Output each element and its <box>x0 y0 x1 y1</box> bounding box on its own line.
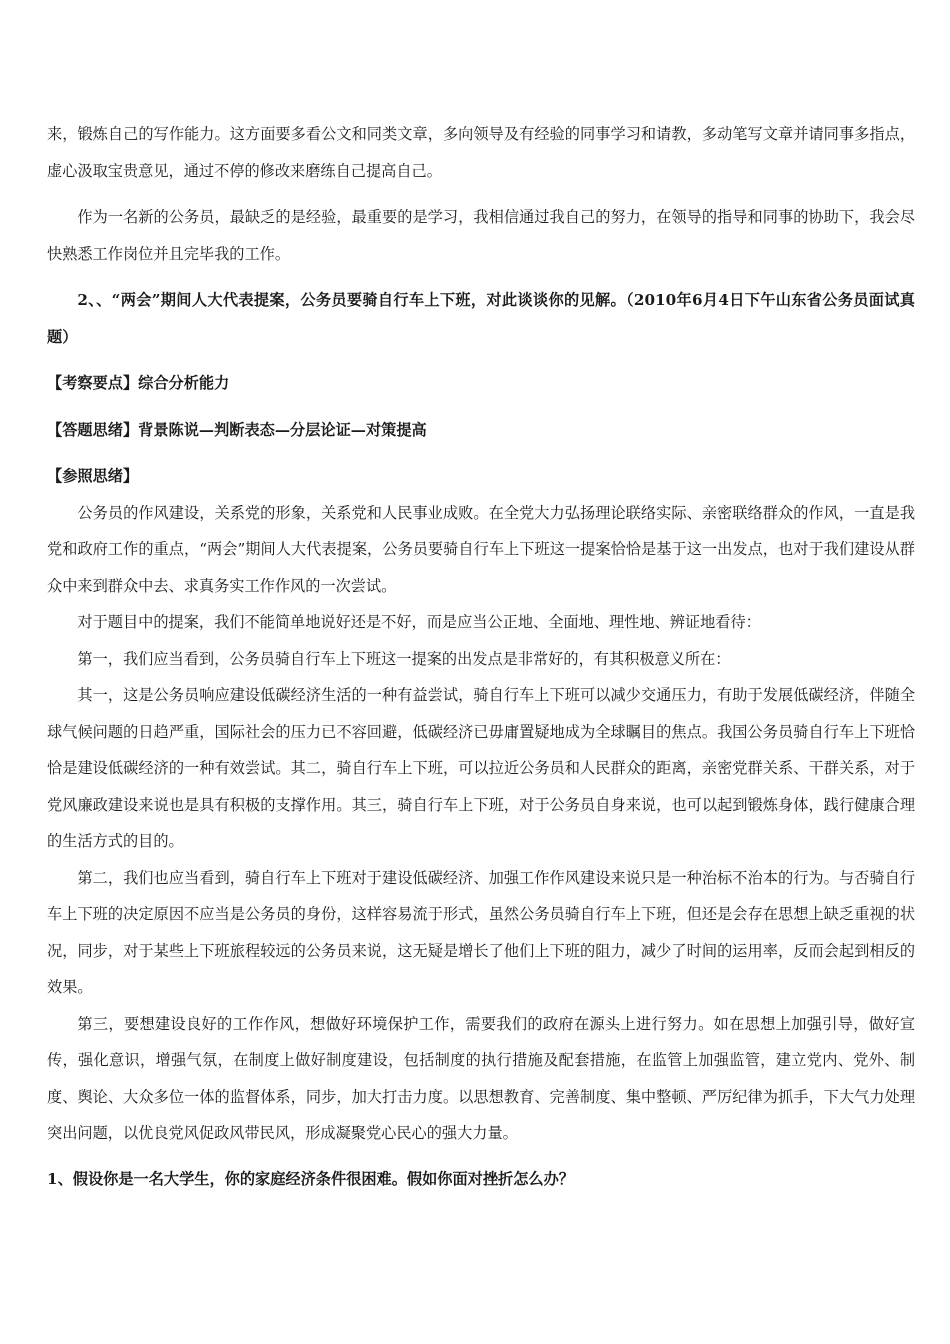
paragraph-new-civil-servant: 作为一名新的公务员，最缺乏的是经验，最重要的是学习，我相信通过我自己的努力，在领导的指导和同事的协助下，我会尽快熟悉工作岗位并且完毕我的工作。 <box>47 208 915 263</box>
question-2-heading: 2、、“两会”期间人大代表提案，公务员要骑自行车上下班，对此谈谈你的见解。（2010年6月4日下午山东省公务员面试真题） <box>47 291 915 346</box>
exam-point-label: 【考察要点】综合分析能力 <box>47 374 230 392</box>
answer-paragraph-2: 对于题目中的提案，我们不能简单地说好还是不好，而是应当公正地、全面地、理性地、辨证地看待： <box>77 613 761 631</box>
reference-thinking-label: 【参照思绪】 <box>47 467 139 485</box>
paragraph-writing-ability: 来，锻炼自己的写作能力。这方面要多看公文和同类文章，多向领导及有经验的同事学习和请教，多动笔写文章并请同事多指点，虚心汲取宝贵意见，通过不停的修改来磨练自己提高自己。 <box>47 125 915 180</box>
answer-paragraph-1: 公务员的作风建设，关系党的形象，关系党和人民事业成败。在全党大力弘扬理论联络实际、亲密联络群众的作风，一直是我党和政府工作的重点，“两会”期间人大代表提案，公务员要骑自行车上下班这一提案恰恰是基于这一出发点，也对于我们建设从群众中来到群众中去、求真务实工作作风的一次尝试。 <box>47 503 915 595</box>
document-body <box>47 116 915 1197</box>
question-1-heading: 1、假设你是一名大学生，你的家庭经济条件很困难。假如你面对挫折怎么办？ <box>47 1169 574 1188</box>
answer-paragraph-4: 其一，这是公务员响应建设低碳经济生活的一种有益尝试，骑自行车上下班可以减少交通压力，有助于发展低碳经济，伴随全球气候问题的日趋严重，国际社会的压力已不容回避，低碳经济已毋庸置疑地成为全球瞩目的焦点。我国公务员骑自行车上下班恰恰是建设低碳经济的一种有效尝试。其二，骑自行车上下班，可以拉近公务员和人民群众的距离，亲密党群关系、干群关系，对于党风廉政建设来说也是具有积极的支撑作用。其三，骑自行车上下班，对于公务员自身来说，也可以起到锻炼身体，践行健康合理的生活方式的目的。 <box>47 686 915 850</box>
answer-paragraph-6: 第三，要想建设良好的工作作风，想做好环境保护工作，需要我们的政府在源头上进行努力。如在思想上加强引导，做好宣传，强化意识，增强气氛，在制度上做好制度建设，包括制度的执行措施及配套措施，在监管上加强监管，建立党内、党外、制度、舆论、大众多位一体的监督体系，同步，加大打击力度。以思想教育、完善制度、集中整顿、严厉纪律为抓手，下大气力处理突出问题，以优良党风促政风带民风，形成凝聚党心民心的强大力量。 <box>47 1014 915 1142</box>
answer-paragraph-3: 第一，我们应当看到，公务员骑自行车上下班这一提案的出发点是非常好的，有其积极意义所在： <box>77 649 731 668</box>
answer-thinking-label: 【答题思绪】背景陈说—判断表态—分层论证—对策提高 <box>47 420 427 439</box>
answer-paragraph-5: 第二，我们也应当看到，骑自行车上下班对于建设低碳经济、加强工作作风建设来说只是一种治标不治本的行为。与否骑自行车上下班的决定原因不应当是公务员的身份，这样容易流于形式，虽然公务员骑自行车上下班，但还是会存在思想上缺乏重视的状况，同步，对于某些上下班旅程较远的公务员来说，这无疑是增长了他们上下班的阻力，减少了时间的运用率，反而会起到相反的效果。 <box>47 868 915 996</box>
